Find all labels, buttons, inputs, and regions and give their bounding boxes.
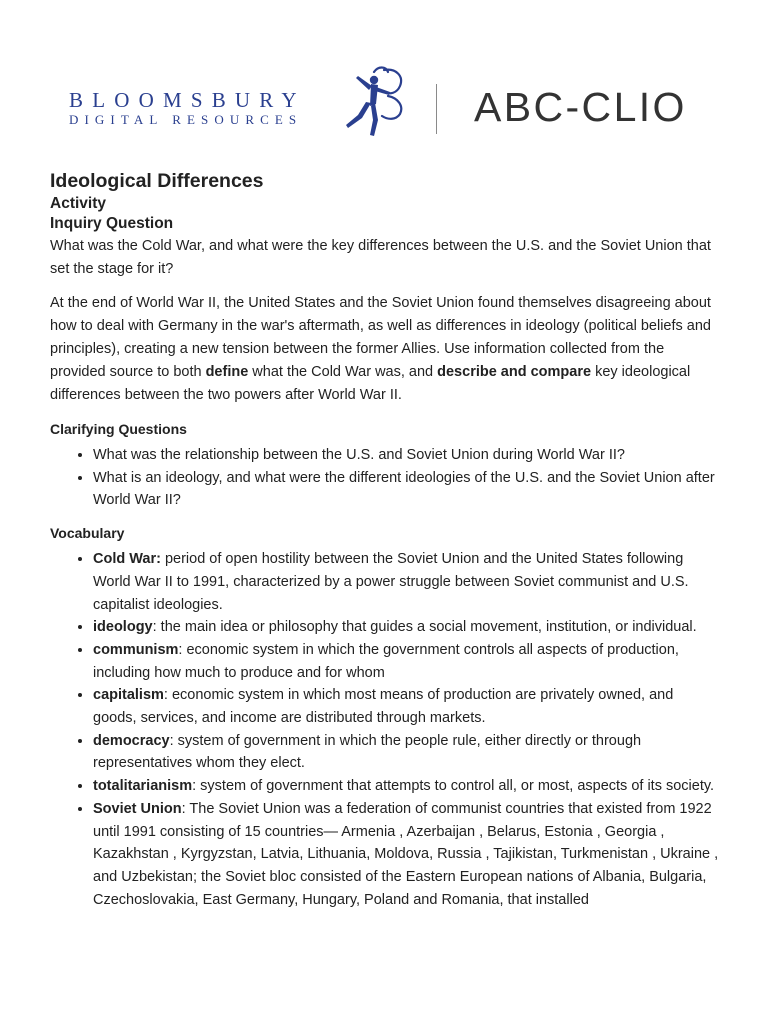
vocabulary-heading: Vocabulary <box>50 525 125 542</box>
vocabulary-term: capitalism <box>93 687 164 704</box>
list-item: • What is an ideology, and what were the different ideologies of the U.S. and the Soviet Union after World War II? <box>93 467 720 512</box>
vocabulary-term: ideology <box>93 619 153 636</box>
intro-text: key ideological differences between the two powers after World War II. <box>50 364 691 403</box>
intro-emphasis-describe-compare: describe and compare <box>437 364 592 380</box>
vocabulary-item <box>93 798 720 912</box>
vocabulary-definition: : system of government in which the people rule, either directly or through representatives whom they elect. <box>93 732 642 772</box>
intro-emphasis-define: define <box>205 364 249 380</box>
intro-paragraph <box>50 292 720 407</box>
vocabulary-definition: period of open hostility between the Soviet Union and the United States following World War II to 1991, characterized by a power struggle between Soviet communist and U.S. capitalist ideologies. <box>93 551 689 613</box>
vocabulary-definition: : The Soviet Union was a federation of communist countries that existed from 1922 until 1991 consisting of 15 countries— Armenia , Azerbaijan , Belarus, Estonia , Georgia , Kazakhstan , Kyrgyzstan, Latvia, Lithuania, Moldova, Russia , Tajikistan, Turkmenistan , Ukraine , and Uzbekistan; the Soviet bloc consisted of the Eastern European nations of Albania, Bulgaria, Czechoslovakia, East Germany, Hungary, Poland and Romania, that installed <box>93 800 719 908</box>
inquiry-question: What was the Cold War, and what were the key differences between the U.S. and the Soviet Union that set the stage for it? <box>50 238 711 277</box>
vocabulary-item <box>93 616 720 639</box>
vocabulary-term: Cold War: <box>93 551 161 568</box>
clarifying-questions-list <box>50 444 720 512</box>
bloomsbury-logo-subtitle: DIGITAL RESOURCES <box>69 112 303 127</box>
vocabulary-definition: : system of government that attempts to control all, or most, aspects of its society. <box>192 778 715 795</box>
vocabulary-item <box>93 548 720 616</box>
activity-heading: Activity <box>50 195 106 212</box>
intro-text: what the Cold War was, and <box>248 364 438 380</box>
vocabulary-item <box>93 775 720 798</box>
clarifying-questions-heading: Clarifying Questions <box>50 421 187 437</box>
list-item: • What was the relationship between the U.S. and Soviet Union during World War II? <box>93 444 720 467</box>
vocabulary-list <box>50 548 720 911</box>
bloomsbury-figure-logo-icon <box>334 62 408 142</box>
document-body <box>50 164 720 911</box>
logo-divider <box>436 84 437 134</box>
abc-clio-logo-text: ABC-CLIO <box>474 84 687 130</box>
vocabulary-item <box>93 730 720 775</box>
vocabulary-item <box>93 639 720 684</box>
intro-text: At the end of World War II, the United States and the Soviet Union found themselves disagreeing about how to deal with Germany in the war's aftermath, as well as differences in ideology (political beliefs and principles), creating a new tension between the former Allies. Use information collected from the provided source to both <box>50 295 711 380</box>
inquiry-heading: Inquiry Question <box>50 215 174 232</box>
vocabulary-item <box>93 684 720 729</box>
vocabulary-term: communism <box>93 641 179 658</box>
vocabulary-term: totalitarianism <box>93 778 193 795</box>
bloomsbury-logo-text: BLOOMSBURY <box>69 88 306 112</box>
publisher-header <box>0 0 768 150</box>
page-title: Ideological Differences <box>50 170 264 192</box>
vocabulary-term: Soviet Union <box>93 800 182 817</box>
vocabulary-definition: : the main idea or philosophy that guides a social movement, institution, or individual. <box>152 619 697 636</box>
vocabulary-term: democracy <box>93 732 170 749</box>
vocabulary-definition: : economic system in which most means of production are privately owned, and goods, services, and income are distributed through markets. <box>93 687 674 727</box>
vocabulary-definition: : economic system in which the government controls all aspects of production, including how much to produce and for whom <box>93 641 679 681</box>
